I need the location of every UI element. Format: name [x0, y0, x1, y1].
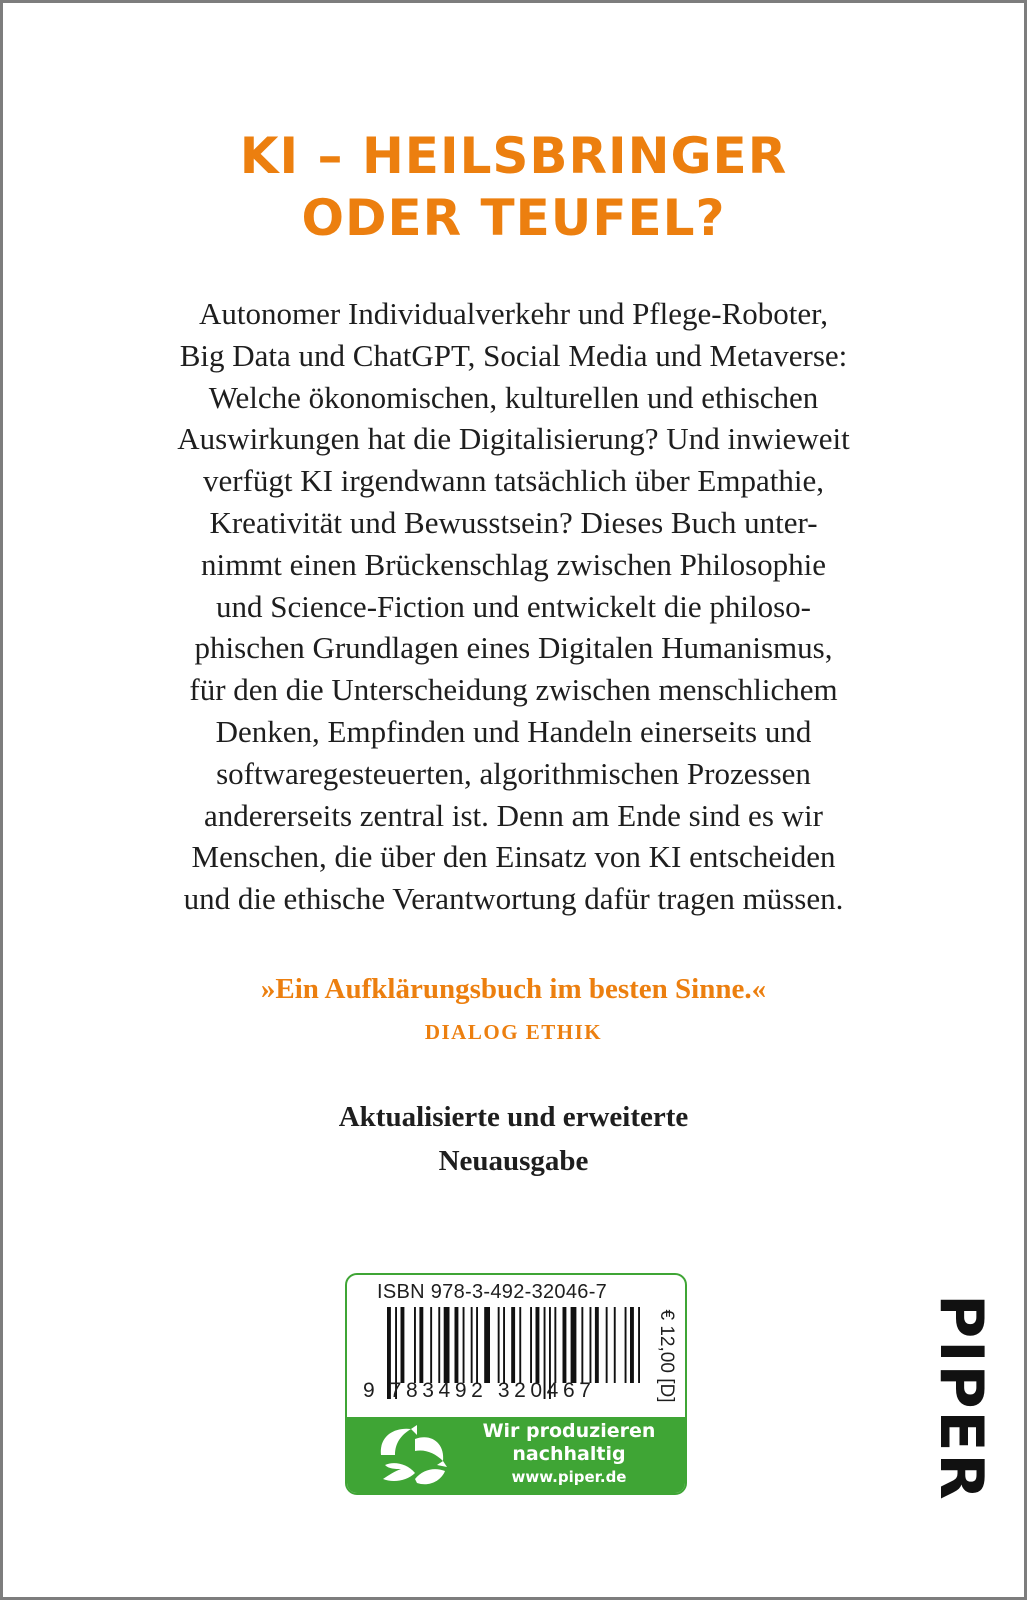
barcode-bar	[625, 1307, 627, 1383]
barcode-bar	[595, 1307, 599, 1383]
eco-badge	[347, 1417, 685, 1493]
headline-line: KI – HEILSBRINGER	[239, 127, 788, 185]
blurb-line: Menschen, die über den Einsatz von KI entscheiden	[191, 839, 836, 875]
eco-line-2: nachhaltig	[512, 1443, 626, 1465]
blurb-line: nimmt einen Brückenschlag zwischen Philosophie	[200, 546, 827, 582]
barcode-bar	[401, 1307, 405, 1383]
barcode-bar	[590, 1307, 592, 1383]
barcode-bar	[614, 1307, 616, 1383]
price-label-wrap	[655, 1301, 677, 1411]
headline-line: ODER TEUFEL?	[301, 189, 726, 247]
price-label: € 12,00 [D]	[656, 1309, 677, 1403]
barcode-bar	[511, 1307, 515, 1383]
blurb-line: und die ethische Verantwortung dafür tragen müssen.	[183, 881, 844, 917]
barcode-bar	[503, 1307, 505, 1383]
barcode-bar	[571, 1307, 577, 1383]
publisher-logo	[925, 1293, 997, 1503]
barcode-bar	[419, 1307, 423, 1383]
edition-note	[3, 1095, 1024, 1183]
barcode-digits: 9 783492 320467	[363, 1379, 596, 1402]
blurb-line: Big Data und ChatGPT, Social Media und Metaverse:	[179, 337, 848, 373]
edition-line: Aktualisierte und erweiterte	[338, 1101, 689, 1133]
blurb-line: verfügt KI irgendwann tatsächlich über Empathie,	[203, 463, 824, 499]
barcode-bar	[430, 1307, 432, 1383]
barcode-bar	[463, 1307, 465, 1383]
blurb-line: Autonomer Individualverkehr und Pflege-Roboter,	[199, 296, 828, 331]
blurb-text	[93, 293, 934, 920]
barcode-bar	[455, 1307, 459, 1383]
isbn-label: ISBN 978-3-492-32046-7	[377, 1281, 608, 1303]
headline	[3, 125, 1024, 249]
barcode-bar	[581, 1307, 583, 1383]
review-source: DIALOG ETHIK	[424, 1020, 603, 1044]
blurb-line: und Science-Fiction und entwickelt die philoso-	[216, 588, 811, 624]
barcode-bar	[476, 1307, 478, 1383]
barcode-bar	[498, 1307, 500, 1383]
barcode-bar	[438, 1307, 440, 1383]
barcode-bar	[536, 1307, 540, 1383]
barcode-bar	[484, 1307, 490, 1383]
publisher-logo-text: PIPER	[926, 1294, 996, 1502]
barcode-bar	[630, 1307, 634, 1383]
blurb-line: phischen Grundlagen eines Digitalen Humanismus,	[194, 630, 833, 666]
blurb-line: Welche ökonomischen, kulturellen und ethischen	[208, 379, 819, 415]
barcode-bar	[563, 1307, 567, 1383]
barcode-bar	[530, 1307, 532, 1383]
barcode-bar	[444, 1307, 450, 1383]
eco-line-1: Wir produzieren	[482, 1420, 656, 1442]
blurb-line: für den die Unterscheidung zwischen menschlichem	[189, 672, 838, 708]
blurb-line: Kreativität und Bewusstsein? Dieses Buch unter-	[209, 504, 818, 540]
blurb-line: andererseits zentral ist. Denn am Ende sind es wir	[204, 797, 823, 833]
barcode-panel	[345, 1273, 687, 1495]
blurb-line: softwaregesteuerten, algorithmischen Prozessen	[216, 755, 811, 791]
barcode-bar	[519, 1307, 521, 1383]
barcode-bar	[414, 1307, 416, 1383]
barcode-bar	[554, 1307, 556, 1383]
recycle-leaves-icon	[371, 1421, 453, 1489]
eco-url: www.piper.de	[511, 1468, 627, 1486]
barcode-bar	[606, 1307, 608, 1383]
barcode-bar	[638, 1307, 640, 1383]
blurb-line: Auswirkungen hat die Digitalisierung? Und inwieweit	[177, 421, 850, 457]
blurb-line: Denken, Empfinden und Handeln einerseits und	[215, 713, 812, 749]
review-quote: »Ein Aufklärungsbuch im besten Sinne.«	[260, 973, 767, 1005]
barcode-bar	[471, 1307, 473, 1383]
edition-line: Neuausgabe	[438, 1145, 589, 1177]
